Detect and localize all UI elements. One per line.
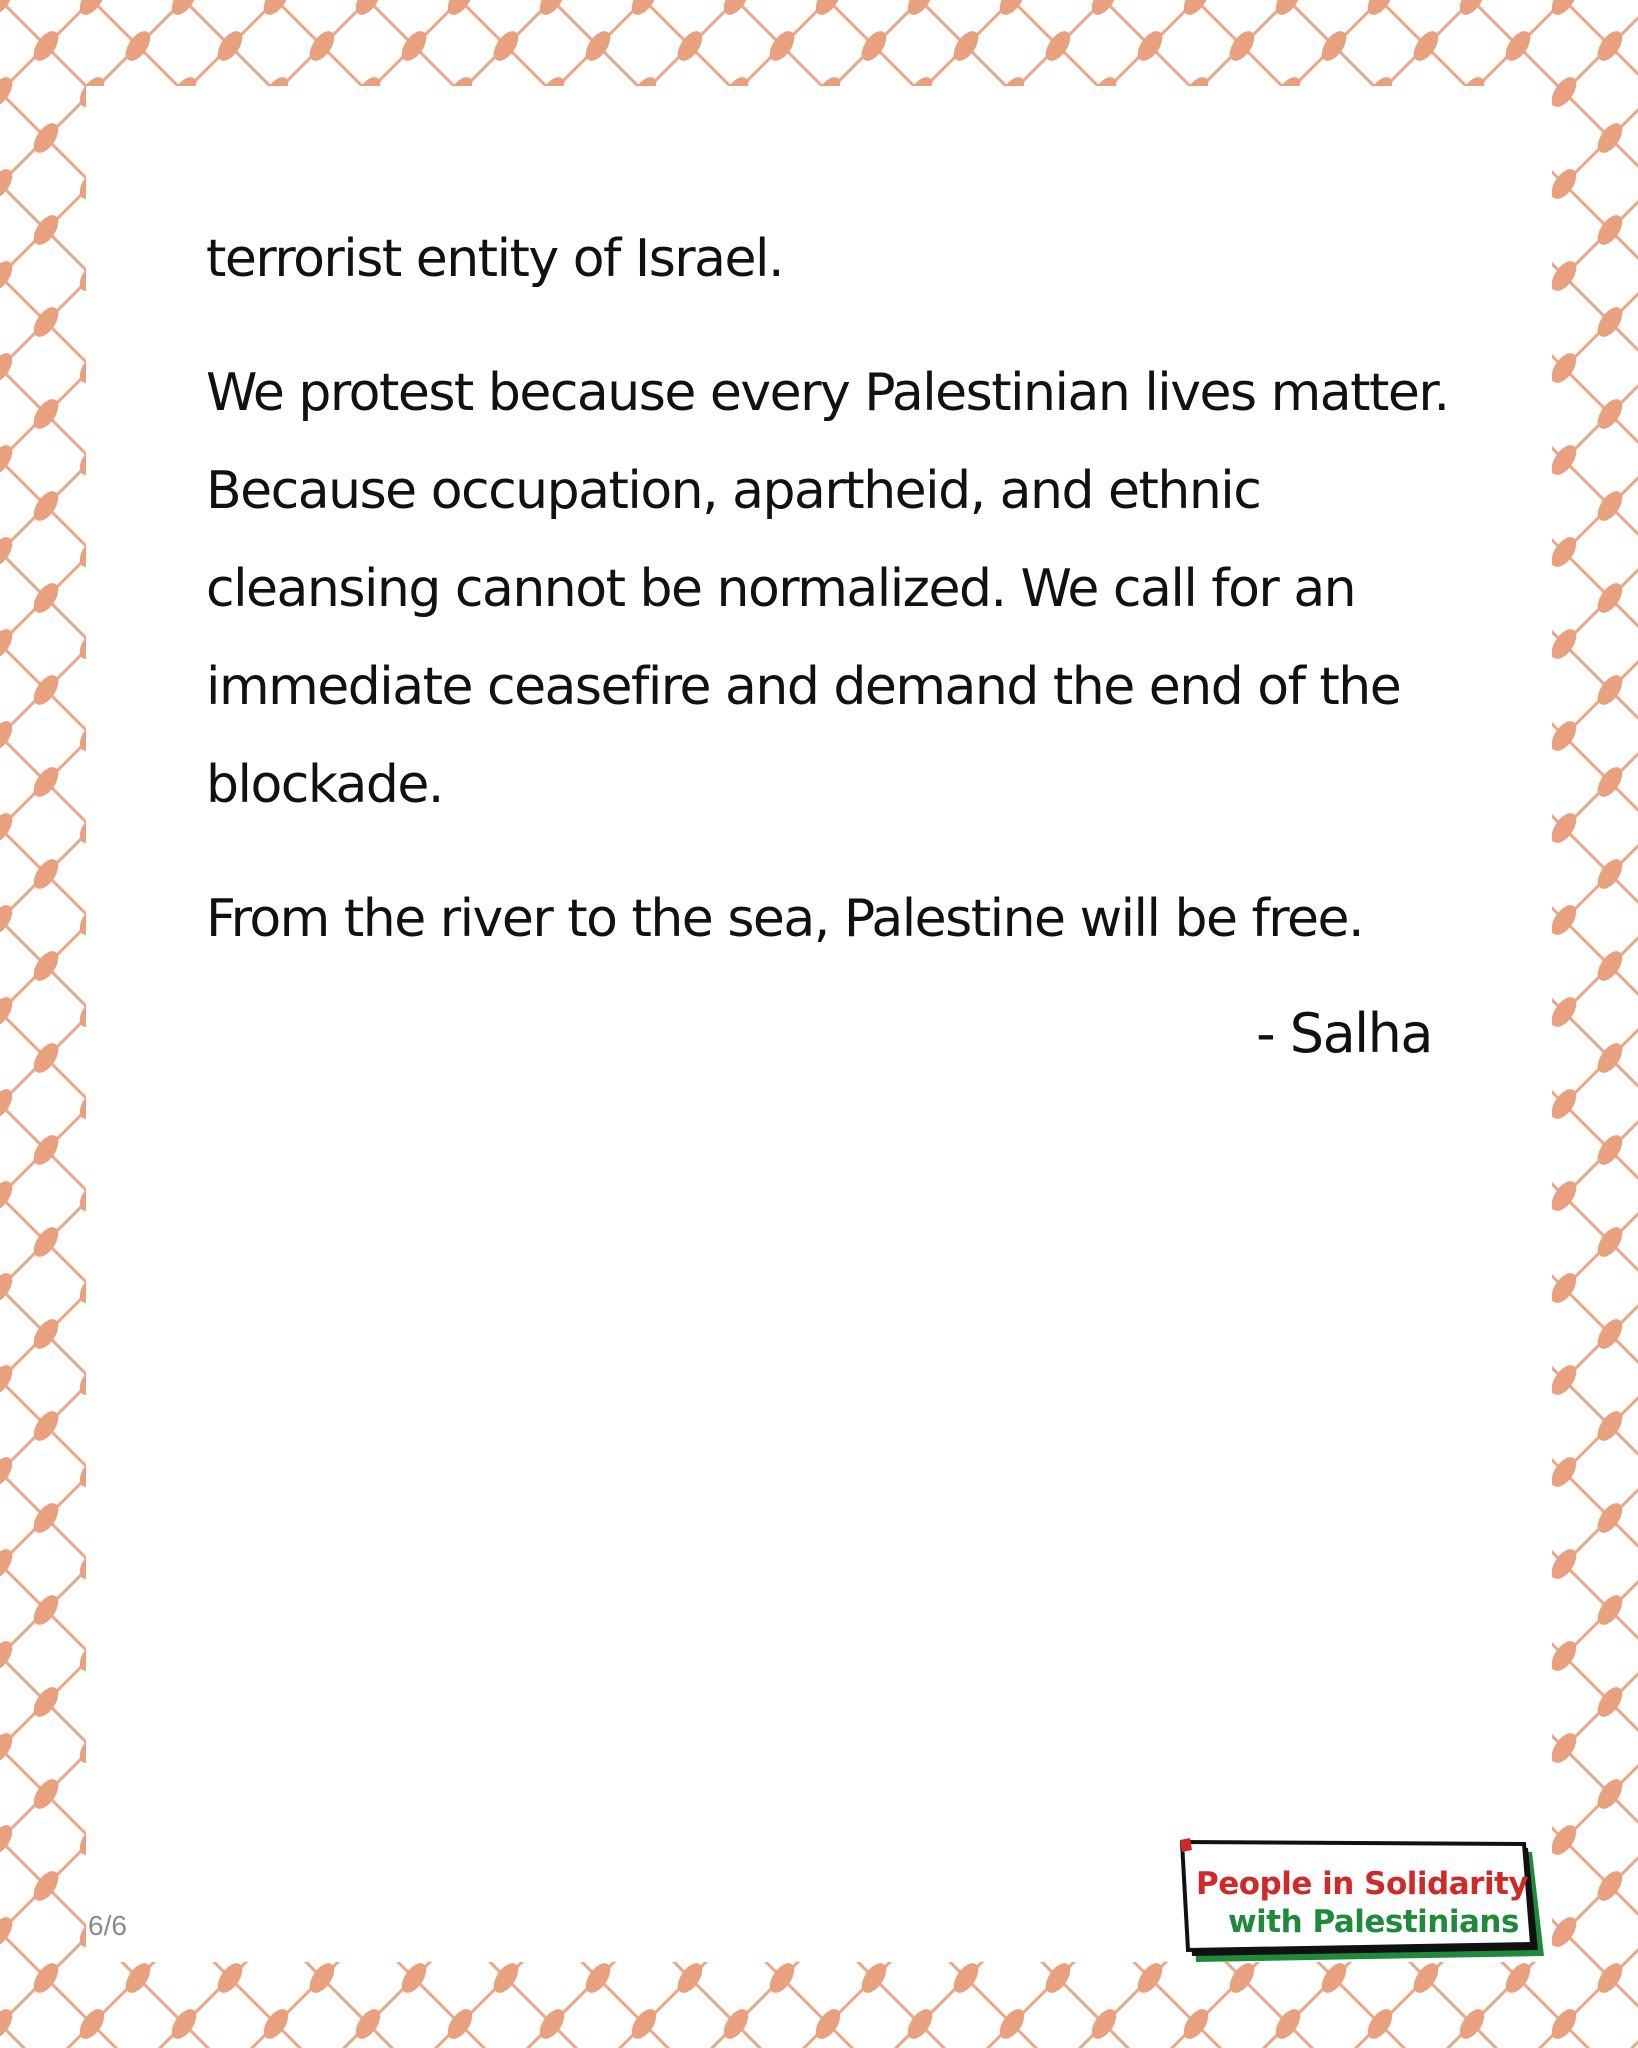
paragraph-3: From the river to the sea, Palestine will be free.: [206, 889, 1364, 949]
paragraph-2: We protest because every Palestinian lives matter. Because occupation, apartheid, and ethnic cleansing cannot be normalized. We call for an immediate ceasefire and demand the end of the blockade.: [206, 363, 1449, 815]
signature: - Salha: [1256, 1002, 1432, 1065]
page-indicator: 6/6: [88, 1910, 127, 1941]
letter-body: [206, 210, 1456, 968]
logo-line-2: with Palestinians: [1228, 1904, 1519, 1940]
logo-line-1: People in Solidarity: [1196, 1866, 1529, 1902]
paragraph-1: terrorist entity of Israel.: [206, 229, 783, 289]
logo-frame: [1176, 1836, 1552, 1970]
solidarity-logo: [1176, 1836, 1552, 1970]
